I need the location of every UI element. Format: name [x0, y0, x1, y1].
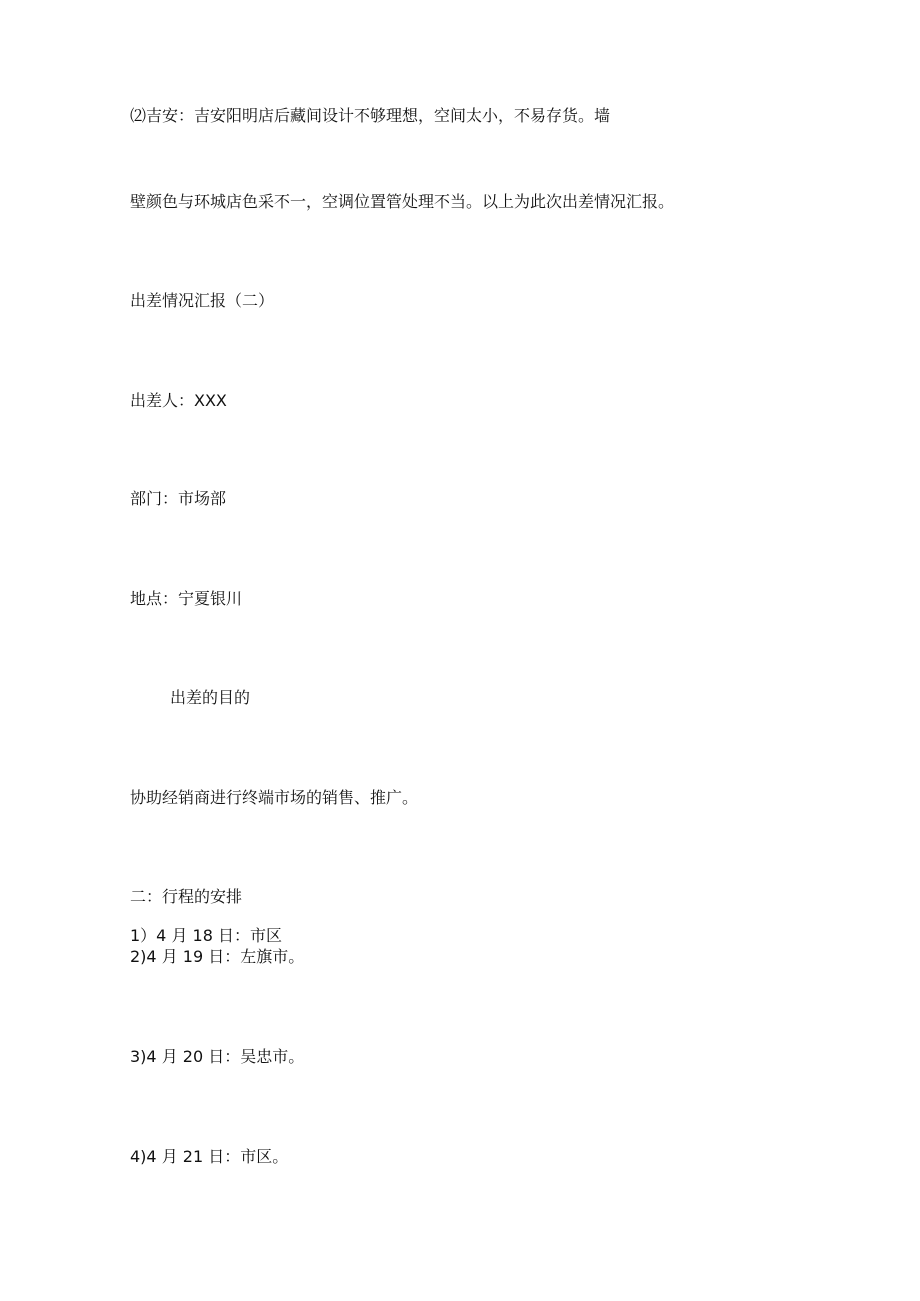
itinerary-item-4: 4)4 月 21 日：市区。 — [130, 1147, 289, 1166]
section-title-report-two: 出差情况汇报（二） — [130, 291, 275, 310]
traveler-field: 出差人：XXX — [130, 391, 227, 410]
heading-trip-purpose: 出差的目的 — [170, 688, 251, 707]
paragraph-wall-color: 壁颜色与环城店色采不一，空调位置管处理不当。以上为此次出差情况汇报。 — [130, 192, 675, 211]
itinerary-item-3: 3)4 月 20 日：吴忠市。 — [130, 1047, 305, 1066]
department-field: 部门：市场部 — [130, 489, 227, 508]
location-field: 地点：宁夏银川 — [130, 589, 243, 608]
heading-itinerary: 二：行程的安排 — [130, 887, 243, 906]
itinerary-item-1: 1）4 月 18 日：市区 — [130, 926, 282, 945]
paragraph-jian-store: ⑵吉安：吉安阳明店后藏间设计不够理想，空间太小，不易存货。墙 — [130, 106, 611, 125]
paragraph-trip-purpose: 协助经销商进行终端市场的销售、推广。 — [130, 788, 419, 807]
itinerary-item-2: 2)4 月 19 日：左旗市。 — [130, 947, 305, 966]
